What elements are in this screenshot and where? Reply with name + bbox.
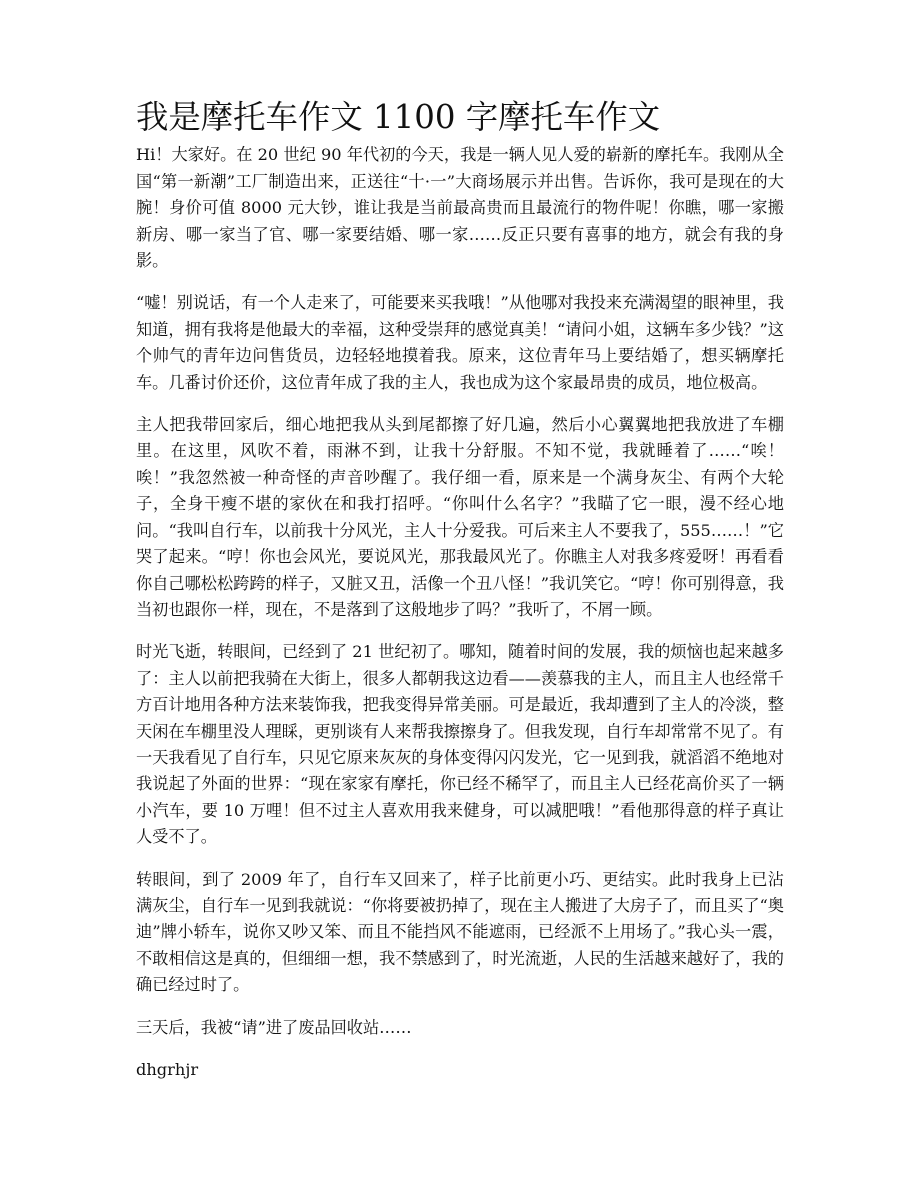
signature-text: dhgrhjr [136,1060,199,1079]
document-title: 我是摩托车作文 1100 字摩托车作文 [136,98,661,136]
paragraph-5: 转眼间，到了 2009 年了，自行车又回来了，样子比前更小巧、更结实。此时我身上已沾满灰尘，自行车一见到我就说：“你将要被扔掉了，现在主人搬进了大房子了，而且买了“奥迪”牌小轿车，说你又吵又笨、而且不能挡风不能遮雨，已经派不上用场了。”我心头一震，不敢相信这是真的，但细细一想，我不禁感到了，时光流逝，人民的生活越来越好了，我的确已经过时了。 [136,869,784,995]
paragraph-3: 主人把我带回家后，细心地把我从头到尾都擦了好几遍，然后小心翼翼地把我放进了车棚里。在这里，风吹不着，雨淋不到，让我十分舒服。不知不觉，我就睡着了……“唉！唉！”我忽然被一种奇怪的声音吵醒了。我仔细一看，原来是一个满身灰尘、有两个大轮子，全身干瘦不堪的家伙在和我打招呼。“你叫什么名字？”我瞄了它一眼，漫不经心地问。“我叫自行车，以前我十分风光，主人十分爱我。可后来主人不要我了，555……！”它哭了起来。“哼！你也会风光，要说风光，那我最风光了。你瞧主人对我多疼爱呀！再看看你自己哪松松跨跨的样子，又脏又丑，活像一个丑八怪！”我讥笑它。“哼！你可别得意，我当初也跟你一样，现在，不是落到了这般地步了吗？”我听了，不屑一顾。 [136,415,784,619]
paragraph-4: 时光飞逝，转眼间，已经到了 21 世纪初了。哪知，随着时间的发展，我的烦恼也起来越多了：主人以前把我骑在大街上，很多人都朝我这边看——羡慕我的主人，而且主人也经常千方百计地用各种方法来装饰我，把我变得异常美丽。可是最近，我却遭到了主人的冷淡，整天闲在车棚里没人理睬，更别谈有人来帮我擦擦身了。但我发现，自行车却常常不见了。有一天我看见了自行车，只见它原来灰灰的身体变得闪闪发光，它一见到我，就滔滔不绝地对我说起了外面的世界：“现在家家有摩托，你已经不稀罕了，而且主人已经花高价买了一辆小汽车，要 10 万哩！但不过主人喜欢用我来健身，可以减肥哦！”看他那得意的样子真让人受不了。 [136,642,784,847]
paragraph-1: Hi！大家好。在 20 世纪 90 年代初的今天，我是一辆人见人爱的崭新的摩托车。我刚从全国“第一新潮”工厂制造出来，正送往“十·一”大商场展示并出售。告诉你，我可是现在的大腕！身价可值 8000 元大钞，谁让我是当前最高贵而且最流行的物件呢！你瞧，哪一家搬新房、哪一家当了官、哪一家要结婚、哪一家……反正只要有喜事的地方，就会有我的身影。 [136,145,784,271]
paragraph-6: 三天后，我被“请”进了废品回收站…… [136,1017,412,1037]
document-page [136,98,784,1083]
paragraph-2: “嘘！别说话，有一个人走来了，可能要来买我哦！”从他哪对我投来充满渴望的眼神里，我知道，拥有我将是他最大的幸福，这种受崇拜的感觉真美！“请问小姐，这辆车多少钱？”这个帅气的青年边问售货员，边轻轻地摸着我。原来，这位青年马上要结婚了，想买辆摩托车。几番讨价还价，这位青年成了我的主人，我也成为这个家最昂贵的成员，地位极高。 [136,293,784,392]
